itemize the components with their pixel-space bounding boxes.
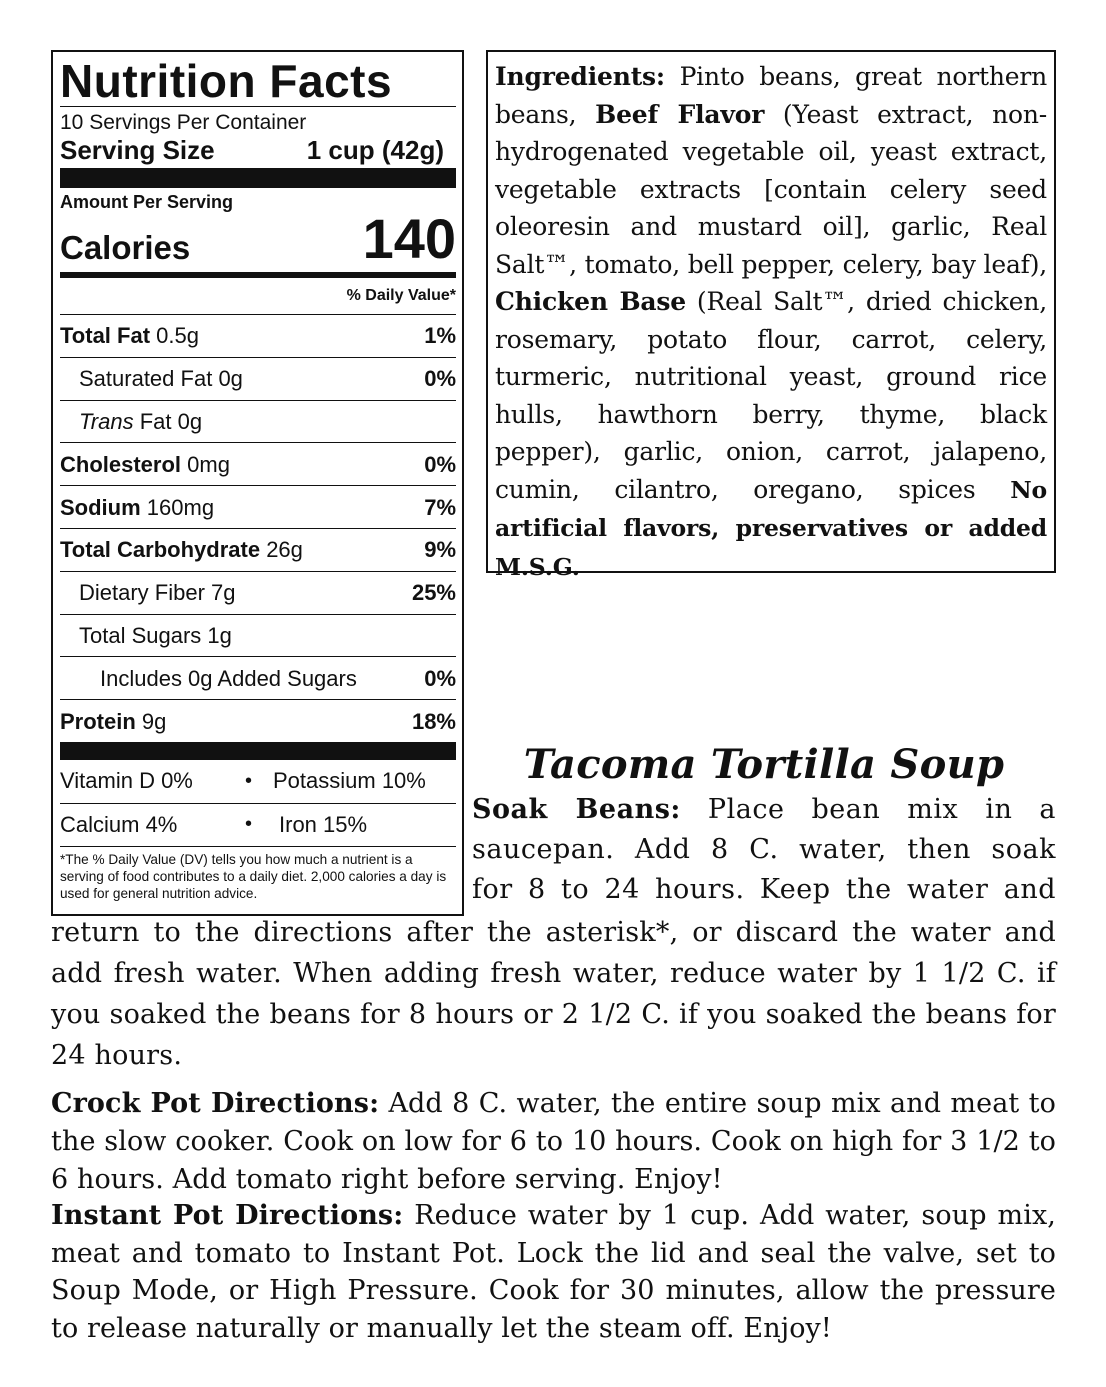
- nutrient-dv: 25%: [411, 580, 456, 606]
- beef-flavor-label: Beef Flavor: [595, 99, 765, 129]
- nutrient-amount: 7g: [211, 580, 236, 606]
- instant-pot-label: Instant Pot Directions:: [51, 1200, 404, 1231]
- amount-per-serving: Amount Per Serving: [60, 192, 234, 212]
- ingredients-text: (Real Salt™, dried chicken, rosemary, potato flour, carrot, celery, turmeric, nutritional yeast, ground rice hulls, hawthorn berry, thyme, black pepper), garlic, onion, carrot, jalapeno, cumin, cilantro, oregano, spices: [495, 287, 1047, 504]
- serving-size: [60, 135, 456, 165]
- soak-text: saucepan. Add 8 C. water, then soak: [472, 834, 1056, 865]
- nutrient-dv: 1%: [424, 323, 456, 349]
- ingredients-text: Pinto beans, great northern beans,: [495, 62, 1047, 129]
- nutrient-dv: 9%: [424, 537, 456, 563]
- chicken-base-label: Chicken Base: [495, 287, 686, 316]
- daily-value-header: % Daily Value*: [346, 287, 456, 304]
- nutrient-row-added-sugars: [60, 656, 456, 699]
- calcium: Calcium 4%: [60, 811, 178, 837]
- ingredients-label: Ingredients:: [495, 62, 665, 91]
- nutrient-amount: 160mg: [146, 494, 215, 520]
- soak-beans-label: Soak Beans:: [472, 794, 681, 825]
- nutrient-amount: Fat 0g: [139, 408, 203, 434]
- nutrient-dv: 18%: [411, 708, 456, 734]
- nutrient-label: Dietary Fiber: [79, 580, 205, 606]
- instant-pot-text: Reduce water by 1 cup. Add water, soup mix, meat and tomato to Instant Pot. Lock the lid and seal the valve, set to Soup Mode, or High Pressure. Cook for 30 minutes, allow the pressure to release naturally or manually let the steam off. Enjoy!: [51, 1200, 1056, 1344]
- crock-pot-directions: [51, 1085, 1056, 1199]
- nutrient-row-sodium: [60, 485, 456, 528]
- serving-size-label: Serving Size: [60, 135, 215, 165]
- nutrient-dv: 7%: [424, 494, 456, 520]
- nutrient-label: Total Sugars: [79, 622, 202, 648]
- nutrient-row-saturated-fat: [60, 357, 456, 400]
- ingredients-box: [486, 50, 1056, 581]
- nutrient-amount: 9g: [141, 708, 167, 734]
- vitamin-row: [60, 760, 456, 803]
- nutrient-dv: 0%: [424, 366, 456, 392]
- nutrient-label: Saturated Fat: [79, 366, 213, 392]
- nutrient-row-total-carbohydrate: [60, 528, 456, 571]
- instant-pot-directions: [51, 1197, 1056, 1347]
- servings-per-container: 10 Servings Per Container: [60, 111, 307, 134]
- daily-value-footnote: *The % Daily Value (DV) tells you how much a nutrient is a serving of food contributes to a daily diet. 2,000 calories a day is used for general nutrition advice.: [60, 846, 456, 902]
- thick-divider: [60, 742, 456, 760]
- nutrient-row-cholesterol: [60, 442, 456, 485]
- thick-divider: [60, 168, 456, 188]
- soak-beans-continued: return to the directions after the asterisk*, or discard the water and add fresh water. When adding fresh water, reduce water by 1 1/2 C. if you soaked the beans for 8 hours or 2 1/2 C. if you soaked the beans for 24 hours.: [51, 917, 1056, 1071]
- calories-row: [60, 207, 456, 270]
- bullet-icon: •: [245, 769, 253, 792]
- soak-text: Place bean mix in a: [680, 794, 1056, 825]
- iron: Iron 15%: [279, 811, 368, 837]
- nutrient-amount: 0g: [218, 366, 243, 392]
- nutrition-facts-panel: [51, 50, 464, 916]
- nutrient-amount: 26g: [266, 537, 303, 563]
- nutrient-amount: 0.5g: [156, 323, 199, 349]
- nutrient-label: Protein: [60, 708, 136, 734]
- vitamin-d: Vitamin D 0%: [60, 768, 193, 794]
- crock-pot-text: Add 8 C. water, the entire soup mix and meat to the slow cooker. Cook on low for 6 to 10 hours. Cook on high for 3 1/2 to 6 hours. Add tomato right before serving. Enjoy!: [51, 1088, 1056, 1195]
- nutrient-row-total-sugars: [60, 614, 456, 657]
- nutrient-dv: 0%: [424, 451, 456, 477]
- nutrition-title: Nutrition Facts: [60, 55, 393, 107]
- vitamin-row: [60, 803, 456, 846]
- nutrient-label: Total Carbohydrate: [60, 537, 261, 563]
- text-line: [472, 790, 1056, 830]
- no-artificial-note: No artificial flavors, preservatives or added M.S.G.: [495, 475, 1047, 581]
- nutrient-row-total-fat: [60, 314, 456, 357]
- ingredients-text: (Yeast extract, non-hydrogenated vegetable oil, yeast extract, vegetable extracts [contain celery seed oleoresin and mustard oil], garlic, Real Salt™, tomato, bell pepper, celery, bay leaf),: [495, 99, 1047, 279]
- nutrient-label: Includes 0g Added Sugars: [100, 665, 357, 691]
- calories-value: 140: [362, 207, 456, 270]
- bullet-icon: •: [245, 813, 253, 836]
- nutrient-label: Cholesterol: [60, 451, 182, 477]
- calories-label: Calories: [60, 229, 191, 266]
- nutrient-label: Trans: [79, 408, 134, 434]
- nutrient-dv: 0%: [424, 665, 456, 691]
- serving-size-value: 1 cup (42g): [306, 135, 444, 165]
- nutrient-amount: 0mg: [187, 451, 230, 477]
- nutrient-label: Total Fat: [60, 323, 151, 349]
- nutrient-amount: 1g: [207, 622, 232, 648]
- recipe-title: Tacoma Tortilla Soup: [523, 741, 1005, 788]
- soak-text: for 8 to 24 hours. Keep the water and: [472, 874, 1056, 905]
- nutrient-row-dietary-fiber: [60, 571, 456, 614]
- potassium: Potassium 10%: [273, 768, 426, 794]
- nutrient-row-protein: [60, 699, 456, 742]
- crock-pot-label: Crock Pot Directions:: [51, 1088, 380, 1119]
- nutrient-row-trans-fat: [60, 400, 456, 443]
- nutrient-label: Sodium: [60, 494, 141, 520]
- soak-beans-intro: [472, 790, 1056, 910]
